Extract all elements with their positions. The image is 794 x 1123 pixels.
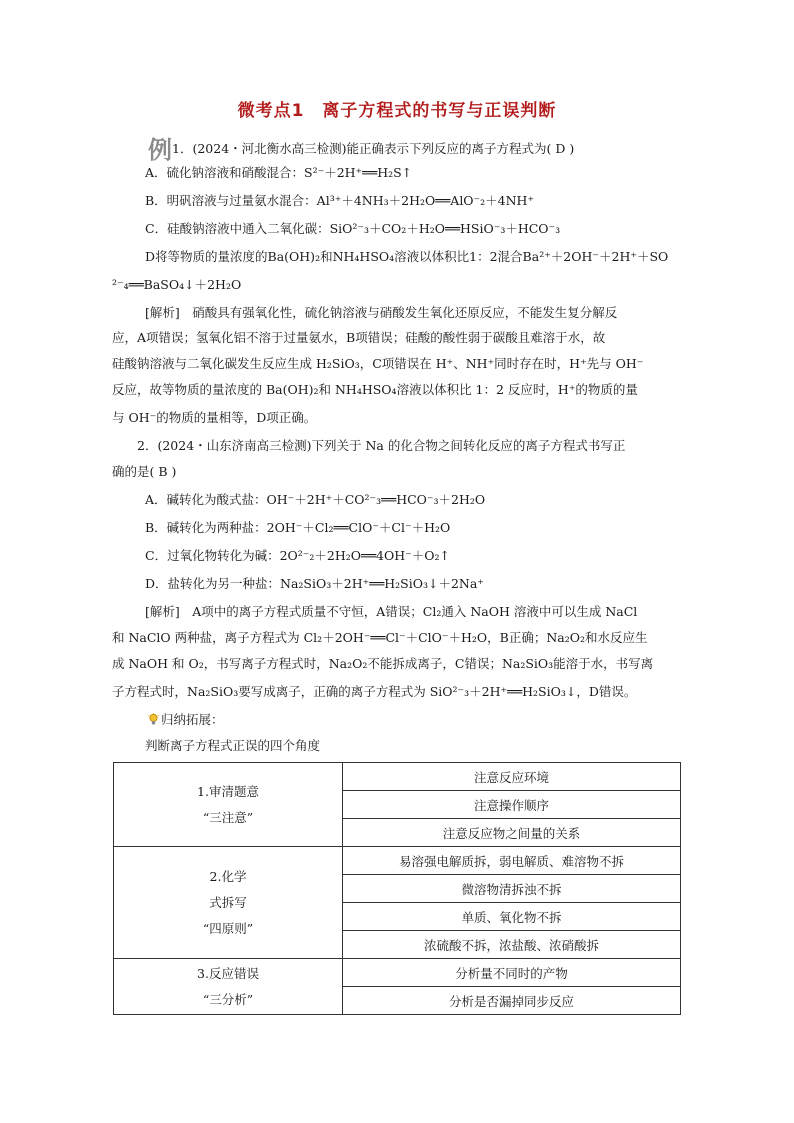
table-cell: 注意反应环境 bbox=[343, 763, 681, 791]
question-2-stem-cont: 确的是( B ) bbox=[112, 464, 177, 479]
table-caption: 判断离子方程式正误的四个角度 bbox=[145, 738, 321, 753]
table-group-label: 1.审清题意 “三注意” bbox=[114, 763, 343, 847]
table-cell: 注意反应物之间量的关系 bbox=[343, 819, 681, 847]
summary-label: 归纳拓展： bbox=[161, 712, 224, 727]
q2-option-a: A．碱转化为酸式盐：OH⁻＋2H⁺＋CO²⁻₃══HCO⁻₃＋2H₂O bbox=[145, 492, 486, 507]
q2-analysis-line: 成 NaOH 和 O₂，书写离子方程式时，Na₂O₂不能拆成离子，C错误；Na₂SiO₃能溶于水，书写离 bbox=[112, 656, 654, 671]
q1-option-d: D将等物质的量浓度的Ba(OH)₂和NH₄HSO₄溶液以体积比1：2混合Ba²⁺＋2OH⁻＋2H⁺＋SO bbox=[145, 249, 669, 264]
q2-analysis-line: 和 NaClO 两种盐，离子方程式为 Cl₂＋2OH⁻══Cl⁻＋ClO⁻＋H₂O，B正确；Na₂O₂和水反应生 bbox=[112, 630, 648, 645]
q1-option-d-cont: ²⁻₄══BaSO₄↓＋2H₂O bbox=[112, 277, 242, 292]
q1-analysis-line: 应，A项错误；氢氧化铝不溶于过量氨水，B项错误；硅酸的酸性弱于碳酸且难溶于水，故 bbox=[112, 330, 606, 345]
table-group-label: 2.化学 式拆写 “四原则” bbox=[114, 847, 343, 959]
q2-option-b: B．碱转化为两种盐：2OH⁻＋Cl₂══ClO⁻＋Cl⁻＋H₂O bbox=[145, 520, 451, 535]
example-label: 例 bbox=[148, 135, 172, 164]
question-2-stem: 2．(2024・山东济南高三检测)下列关于 Na 的化合物之间转化反应的离子方程式书写正 bbox=[137, 438, 626, 453]
question-1-stem: 1．(2024・河北衡水高三检测)能正确表示下列反应的离子方程式为( D ) bbox=[172, 141, 575, 156]
table-cell: 易溶强电解质拆，弱电解质、难溶物不拆 bbox=[343, 847, 681, 875]
example-1-stem-line bbox=[148, 130, 574, 165]
q2-analysis-line: 子方程式时，Na₂SiO₃要写成离子，正确的离子方程式为 SiO²⁻₃＋2H⁺══H₂SiO₃↓，D错误。 bbox=[112, 684, 637, 699]
table-cell: 分析是否漏掉同步反应 bbox=[343, 987, 681, 1015]
table-row bbox=[114, 959, 681, 987]
q1-option-b: B．明矾溶液与过量氨水混合：Al³⁺＋4NH₃＋2H₂O══AlO⁻₂＋4NH⁺ bbox=[145, 193, 535, 208]
q2-option-c: C．过氧化物转化为碱：2O²⁻₂＋2H₂O══4OH⁻＋O₂↑ bbox=[145, 548, 450, 563]
table-cell: 微溶物清拆浊不拆 bbox=[343, 875, 681, 903]
q2-option-d: D．盐转化为另一种盐：Na₂SiO₃＋2H⁺══H₂SiO₃↓＋2Na⁺ bbox=[145, 576, 484, 591]
q1-option-c: C．硅酸钠溶液中通入二氧化碳：SiO²⁻₃＋CO₂＋H₂O══HSiO⁻₃＋HCO⁻₃ bbox=[145, 221, 561, 236]
summary-heading bbox=[147, 712, 224, 728]
table-cell: 注意操作顺序 bbox=[343, 791, 681, 819]
q1-analysis-line: 硅酸钠溶液与二氧化碳发生反应生成 H₂SiO₃，C项错误在 H⁺、NH⁺同时存在时，H⁺先与 OH⁻ bbox=[112, 356, 644, 371]
q1-option-a: A．硫化钠溶液和硝酸混合：S²⁻＋2H⁺══H₂S↑ bbox=[145, 165, 413, 180]
section-title: 微考点1 离子方程式的书写与正误判断 bbox=[237, 101, 557, 121]
table-row bbox=[114, 763, 681, 791]
table-cell: 单质、氧化物不拆 bbox=[343, 903, 681, 931]
table-cell: 浓硫酸不拆，浓盐酸、浓硝酸拆 bbox=[343, 931, 681, 959]
summary-table bbox=[113, 762, 681, 1015]
table-row bbox=[114, 847, 681, 875]
table-cell: 分析量不同时的产物 bbox=[343, 959, 681, 987]
lightbulb-icon bbox=[147, 713, 160, 726]
q1-analysis-line: 与 OH⁻的物质的量相等，D项正确。 bbox=[112, 410, 317, 425]
q1-analysis-line: 反应，故等物质的量浓度的 Ba(OH)₂和 NH₄HSO₄溶液以体积比 1：2 反应时，H⁺的物质的量 bbox=[112, 382, 638, 397]
q1-analysis-line: [解析] 硝酸具有强氧化性，硫化钠溶液与硝酸发生氧化还原反应，不能发生复分解反 bbox=[145, 305, 618, 320]
q2-analysis-line: [解析] A项中的离子方程式质量不守恒，A错误；Cl₂通入 NaOH 溶液中可以生成 NaCl bbox=[145, 604, 638, 619]
table-group-label: 3.反应错误 “三分析” bbox=[114, 959, 343, 1015]
